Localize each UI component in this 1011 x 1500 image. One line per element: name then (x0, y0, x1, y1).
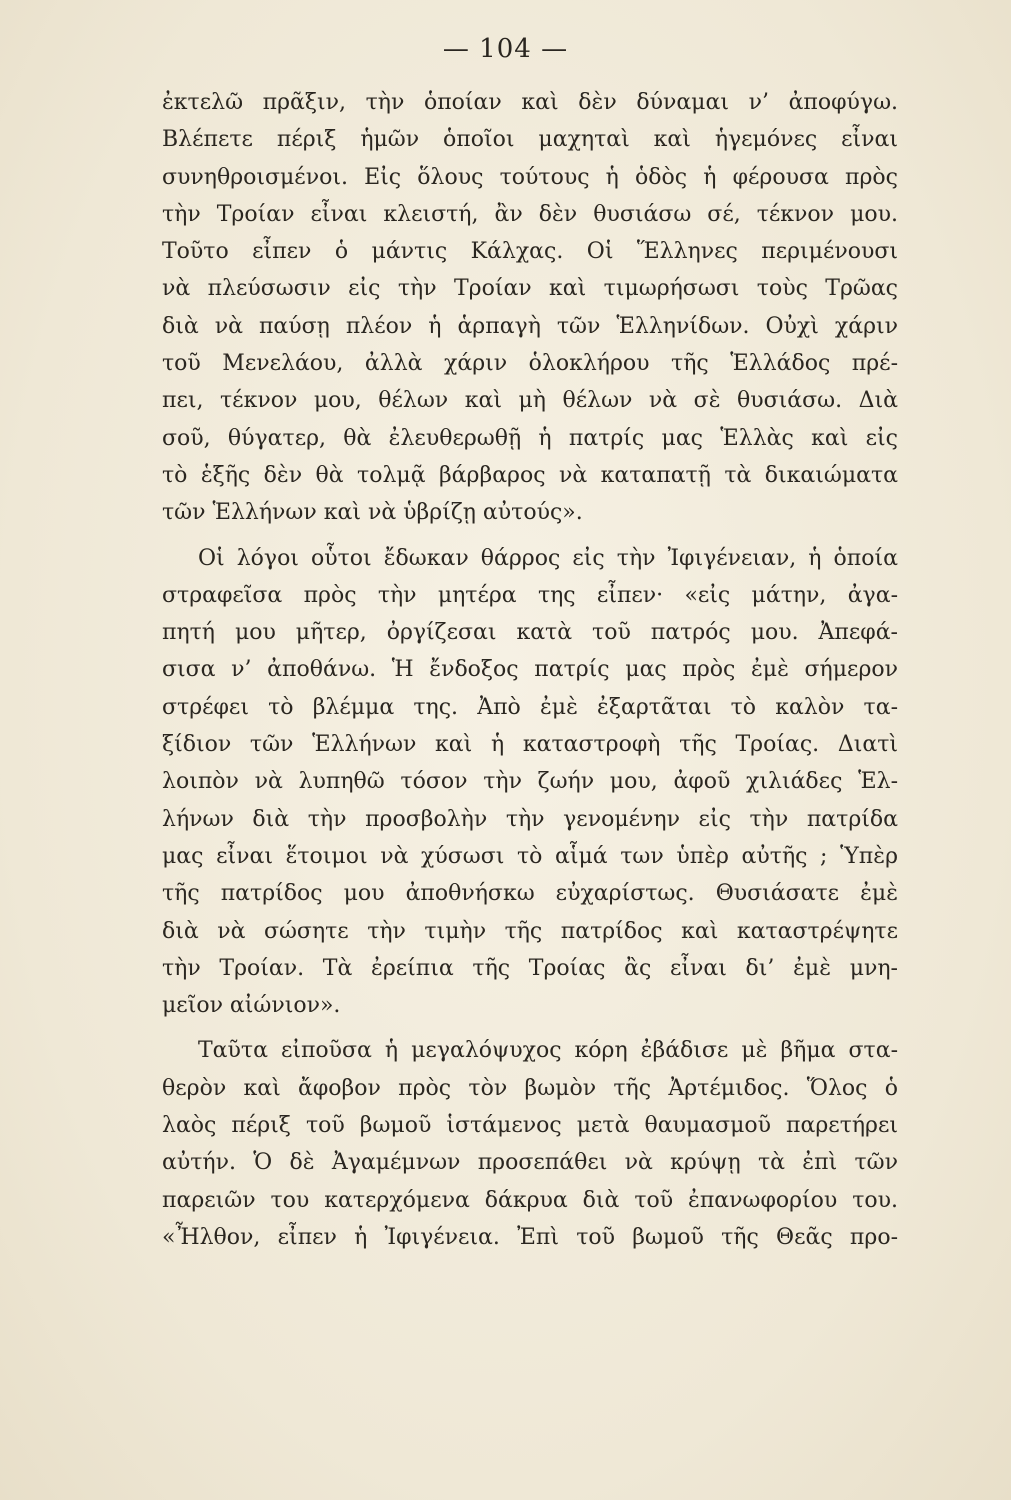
text-line: στραφεῖσα πρὸς τὴν μητέρα της εἶπεν· «εἰς μάτην, ἀγα- (162, 582, 898, 608)
text-line: σισα ν’ ἀποθάνω. Ἡ ἔνδοξος πατρίς μας πρὸς ἐμὲ σήμερον (162, 657, 898, 683)
text-line: ἐκτελῶ πρᾶξιν, τὴν ὁποίαν καὶ δὲν δύναμαι ν’ ἀποφύγω. (162, 90, 898, 115)
paragraph-spacer (162, 532, 898, 540)
paragraph-3 (162, 1032, 898, 1256)
text-line: Βλέπετε πέριξ ἡμῶν ὁποῖοι μαχηταὶ καὶ ἡγεμόνες εἶναι (162, 127, 898, 153)
text-line: νὰ πλεύσωσιν εἰς τὴν Τροίαν καὶ τιμωρήσωσι τοὺς Τρῶας (162, 276, 898, 302)
paragraph-1 (162, 84, 898, 532)
text-line: συνηθροισμένοι. Εἰς ὅλους τούτους ἡ ὁδὸς ἡ φέρουσα πρὸς (162, 164, 898, 190)
text-line: Τοῦτο εἶπεν ὁ μάντις Κάλχας. Οἱ Ἕλληνες περιμένουσι (162, 239, 898, 265)
paragraph-spacer (162, 1024, 898, 1032)
text-line: μεῖον αἰώνιον». (162, 993, 341, 1019)
text-line: σοῦ, θύγατερ, θὰ ἐλευθερωθῇ ἡ πατρίς μας Ἑλλὰς καὶ εἰς (162, 425, 898, 451)
text-line: τῶν Ἑλλήνων καὶ νὰ ὑβρίζῃ αὐτούς». (162, 500, 583, 526)
text-line: «Ἦλθον, εἶπεν ἡ Ἰφιγένεια. Ἐπὶ τοῦ βωμοῦ τῆς Θεᾶς προ- (162, 1224, 898, 1250)
text-line: Οἱ λόγοι οὗτοι ἔδωκαν θάρρος εἰς τὴν Ἰφιγένειαν, ἡ ὁποία (198, 545, 898, 571)
text-line: μας εἶναι ἕτοιμοι νὰ χύσωσι τὸ αἷμά των ὑπὲρ αὐτῆς ; Ὑπὲρ (162, 843, 898, 869)
text-line: τὴν Τροίαν εἶναι κλειστή, ἂν δὲν θυσιάσω σέ, τέκνον μου. (162, 201, 898, 227)
text-line: τὴν Τροίαν. Τὰ ἐρείπια τῆς Τροίας ἂς εἶναι δι’ ἐμὲ μνη- (162, 955, 898, 981)
text-line: αὐτήν. Ὁ δὲ Ἀγαμέμνων προσεπάθει νὰ κρύψῃ τὰ ἐπὶ τῶν (162, 1150, 898, 1176)
text-line: τοῦ Μενελάου, ἀλλὰ χάριν ὁλοκλήρου τῆς Ἑλλάδος πρέ- (162, 351, 898, 377)
text-line: τὸ ἑξῆς δὲν θὰ τολμᾷ βάρβαρος νὰ καταπατῇ τὰ δικαιώματα (162, 462, 898, 488)
paragraph-2 (162, 540, 898, 1025)
text-line: ξίδιον τῶν Ἑλλήνων καὶ ἡ καταστροφὴ τῆς Τροίας. Διατὶ (162, 732, 898, 758)
body-text (162, 84, 898, 1256)
text-line: Ταῦτα εἰποῦσα ἡ μεγαλόψυχος κόρη ἐβάδισε μὲ βῆμα στα- (198, 1038, 898, 1064)
text-line: παρειῶν του κατερχόμενα δάκρυα διὰ τοῦ ἐπανωφορίου του. (162, 1187, 898, 1213)
text-line: λήνων διὰ τὴν προσβολὴν τὴν γενομένην εἰς τὴν πατρίδα (162, 806, 898, 832)
text-line: πει, τέκνον μου, θέλων καὶ μὴ θέλων νὰ σὲ θυσιάσω. Διὰ (162, 388, 898, 414)
text-line: θερὸν καὶ ἄφοβον πρὸς τὸν βωμὸν τῆς Ἀρτέμιδος. Ὅλος ὁ (162, 1075, 898, 1101)
text-line: πητή μου μῆτερ, ὀργίζεσαι κατὰ τοῦ πατρός μου. Ἀπεφά- (162, 620, 898, 646)
text-line: στρέφει τὸ βλέμμα της. Ἀπὸ ἐμὲ ἐξαρτᾶται τὸ καλὸν τα- (162, 694, 898, 720)
text-line: λαὸς πέριξ τοῦ βωμοῦ ἱστάμενος μετὰ θαυμασμοῦ παρετήρει (162, 1113, 898, 1139)
text-line: λοιπὸν νὰ λυπηθῶ τόσον τὴν ζωήν μου, ἀφοῦ χιλιάδες Ἑλ- (162, 769, 898, 795)
text-line: διὰ νὰ παύσῃ πλέον ἡ ἁρπαγὴ τῶν Ἑλληνίδων. Οὐχὶ χάριν (162, 313, 898, 339)
page-number: — 104 — (442, 34, 569, 64)
text-line: διὰ νὰ σώσητε τὴν τιμὴν τῆς πατρίδος καὶ καταστρέψητε (162, 918, 898, 944)
text-line: τῆς πατρίδος μου ἀποθνήσκω εὐχαρίστως. Θυσιάσατε ἐμὲ (162, 881, 898, 907)
